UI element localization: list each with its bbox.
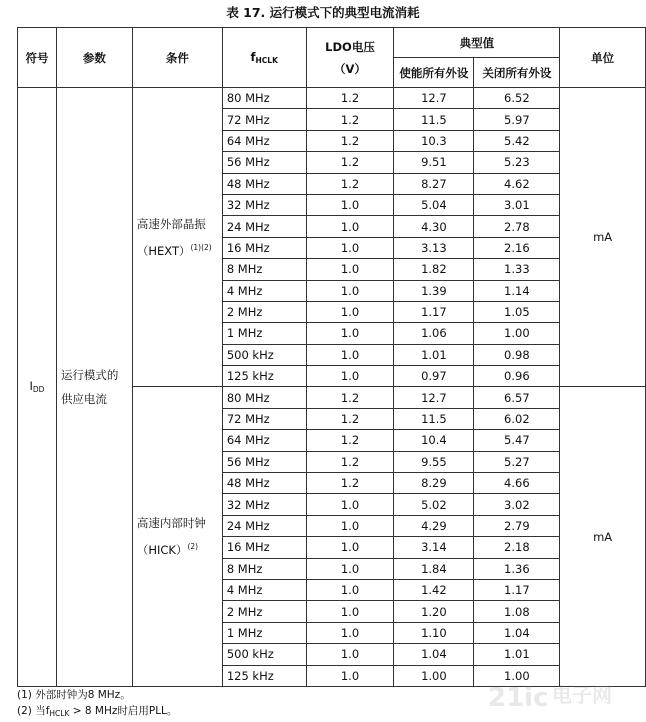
all-off-cell: 2.79 [474,515,560,536]
all-off-cell: 1.04 [474,622,560,643]
all-off-cell: 1.14 [474,280,560,301]
ldo-cell: 1.2 [306,109,394,130]
condition-line2 [137,236,218,263]
unit-cell: mA [560,387,646,686]
all-on-cell: 11.5 [394,408,474,429]
all-on-cell: 9.55 [394,451,474,472]
all-on-cell: 1.06 [394,323,474,344]
all-off-cell: 6.52 [474,88,560,109]
all-on-cell: 12.7 [394,88,474,109]
header-parameter: 参数 [56,28,132,88]
current-consumption-table [17,27,646,687]
frequency-cell: 72 MHz [222,408,306,429]
all-off-cell: 0.96 [474,366,560,387]
ldo-cell: 1.2 [306,88,394,109]
ldo-cell: 1.0 [306,301,394,322]
all-on-cell: 5.04 [394,194,474,215]
condition-line1: 高速外部晶振 [136,216,206,231]
unit-cell: mA [560,88,646,387]
frequency-cell: 16 MHz [222,237,306,258]
all-off-cell: 1.36 [474,558,560,579]
frequency-cell: 56 MHz [222,451,306,472]
parameter-line2: 供应电流 [60,391,107,406]
all-off-cell: 6.02 [474,408,560,429]
all-off-cell: 1.01 [474,644,560,665]
all-on-cell: 1.17 [394,301,474,322]
ldo-cell: 1.2 [306,473,394,494]
all-off-cell: 5.42 [474,130,560,151]
ldo-cell: 1.0 [306,579,394,600]
ldo-cell: 1.0 [306,537,394,558]
all-on-cell: 12.7 [394,387,474,408]
footnote-2-prefix: (2) 当f [17,705,50,717]
all-off-cell: 5.27 [474,451,560,472]
table-body [18,88,646,687]
condition-footnote: (2) [187,542,199,552]
frequency-cell: 4 MHz [222,280,306,301]
all-off-cell: 4.66 [474,473,560,494]
frequency-cell: 32 MHz [222,194,306,215]
table-row [18,88,646,109]
frequency-cell: 56 MHz [222,152,306,173]
frequency-cell: 8 MHz [222,259,306,280]
parameter-cell [56,88,132,687]
header-fhclk-main: f [250,50,256,64]
frequency-cell: 16 MHz [222,537,306,558]
all-on-cell: 1.39 [394,280,474,301]
all-on-cell: 1.04 [394,644,474,665]
condition-cell [132,387,222,686]
all-off-cell: 5.97 [474,109,560,130]
all-off-cell: 0.98 [474,344,560,365]
frequency-cell: 80 MHz [222,88,306,109]
frequency-cell: 48 MHz [222,473,306,494]
frequency-cell: 125 kHz [222,665,306,686]
ldo-cell: 1.2 [306,173,394,194]
all-off-cell: 2.18 [474,537,560,558]
frequency-cell: 2 MHz [222,601,306,622]
ldo-cell: 1.0 [306,601,394,622]
parameter-line1: 运行模式的 [60,367,119,382]
ldo-cell: 1.2 [306,387,394,408]
ldo-cell: 1.0 [306,558,394,579]
all-on-cell: 10.3 [394,130,474,151]
all-off-cell: 6.57 [474,387,560,408]
all-off-cell: 1.00 [474,665,560,686]
watermark-text: 电子网 [552,683,612,707]
ldo-cell: 1.0 [306,237,394,258]
all-on-cell: 8.27 [394,173,474,194]
all-off-cell: 1.17 [474,579,560,600]
frequency-cell: 500 kHz [222,344,306,365]
condition-line2-text: （HEXT） [136,243,191,258]
ldo-cell: 1.0 [306,216,394,237]
frequency-cell: 8 MHz [222,558,306,579]
all-on-cell: 3.14 [394,537,474,558]
all-off-cell: 4.62 [474,173,560,194]
all-on-cell: 1.00 [394,665,474,686]
all-off-cell: 5.23 [474,152,560,173]
footnote-2-sub: HCLK [49,709,70,718]
footnotes [17,687,637,722]
all-off-cell: 1.33 [474,259,560,280]
all-on-cell: 1.20 [394,601,474,622]
all-on-cell: 0.97 [394,366,474,387]
all-off-cell: 1.05 [474,301,560,322]
frequency-cell: 32 MHz [222,494,306,515]
all-on-cell: 3.13 [394,237,474,258]
condition-line2 [137,535,218,562]
ldo-cell: 1.2 [306,130,394,151]
frequency-cell: 80 MHz [222,387,306,408]
all-off-cell: 1.00 [474,323,560,344]
header-all-on: 使能所有外设 [394,58,474,88]
ldo-cell: 1.2 [306,451,394,472]
ldo-cell: 1.0 [306,644,394,665]
table-title: 表 17. 运行模式下的典型电流消耗 [226,5,420,20]
condition-cell [132,88,222,387]
frequency-cell: 125 kHz [222,366,306,387]
symbol-sub: DD [32,385,45,395]
header-unit: 单位 [560,28,646,88]
frequency-cell: 64 MHz [222,130,306,151]
all-on-cell: 11.5 [394,109,474,130]
all-on-cell: 9.51 [394,152,474,173]
ldo-cell: 1.0 [306,323,394,344]
frequency-cell: 500 kHz [222,644,306,665]
frequency-cell: 1 MHz [222,323,306,344]
condition-line2-text: （HICK） [136,543,188,558]
all-on-cell: 1.42 [394,579,474,600]
all-off-cell: 5.47 [474,430,560,451]
condition-line1: 高速内部时钟 [136,516,206,531]
ldo-cell: 1.0 [306,515,394,536]
frequency-cell: 24 MHz [222,515,306,536]
frequency-cell: 1 MHz [222,622,306,643]
footnote-2 [17,703,637,722]
all-on-cell: 10.4 [394,430,474,451]
header-ldo [306,28,394,88]
all-on-cell: 4.30 [394,216,474,237]
all-off-cell: 3.01 [474,194,560,215]
condition-footnote: (1)(2) [190,242,212,252]
frequency-cell: 24 MHz [222,216,306,237]
footnote-2-suffix: > 8 MHz时启用PLL。 [69,705,178,717]
header-symbol: 符号 [18,28,57,88]
header-typical: 典型值 [394,28,560,58]
header-condition: 条件 [132,28,222,88]
header-row [18,28,646,58]
frequency-cell: 2 MHz [222,301,306,322]
frequency-cell: 64 MHz [222,430,306,451]
all-on-cell: 1.84 [394,558,474,579]
header-fhclk-sub: HCLK [255,56,278,65]
symbol-cell [18,88,57,687]
ldo-cell: 1.0 [306,280,394,301]
all-on-cell: 1.10 [394,622,474,643]
all-off-cell: 2.78 [474,216,560,237]
all-off-cell: 2.16 [474,237,560,258]
all-on-cell: 4.29 [394,515,474,536]
ldo-cell: 1.0 [306,344,394,365]
all-off-cell: 3.02 [474,494,560,515]
ldo-cell: 1.0 [306,665,394,686]
ldo-cell: 1.0 [306,259,394,280]
frequency-cell: 72 MHz [222,109,306,130]
header-ldo-line2: （V） [334,61,366,76]
header-fhclk [222,28,306,88]
watermark-brand: 21ic [488,683,549,713]
all-on-cell: 1.82 [394,259,474,280]
frequency-cell: 4 MHz [222,579,306,600]
footnote-1: (1) 外部时钟为8 MHz。 [17,689,131,701]
all-on-cell: 5.02 [394,494,474,515]
all-on-cell: 1.01 [394,344,474,365]
all-off-cell: 1.08 [474,601,560,622]
symbol-main: I [29,379,33,394]
ldo-cell: 1.0 [306,494,394,515]
header-all-off: 关闭所有外设 [474,58,560,88]
ldo-cell: 1.2 [306,408,394,429]
header-ldo-line1: LDO电压 [325,39,375,54]
all-on-cell: 8.29 [394,473,474,494]
frequency-cell: 48 MHz [222,173,306,194]
ldo-cell: 1.0 [306,194,394,215]
ldo-cell: 1.2 [306,430,394,451]
ldo-cell: 1.2 [306,152,394,173]
ldo-cell: 1.0 [306,622,394,643]
ldo-cell: 1.0 [306,366,394,387]
